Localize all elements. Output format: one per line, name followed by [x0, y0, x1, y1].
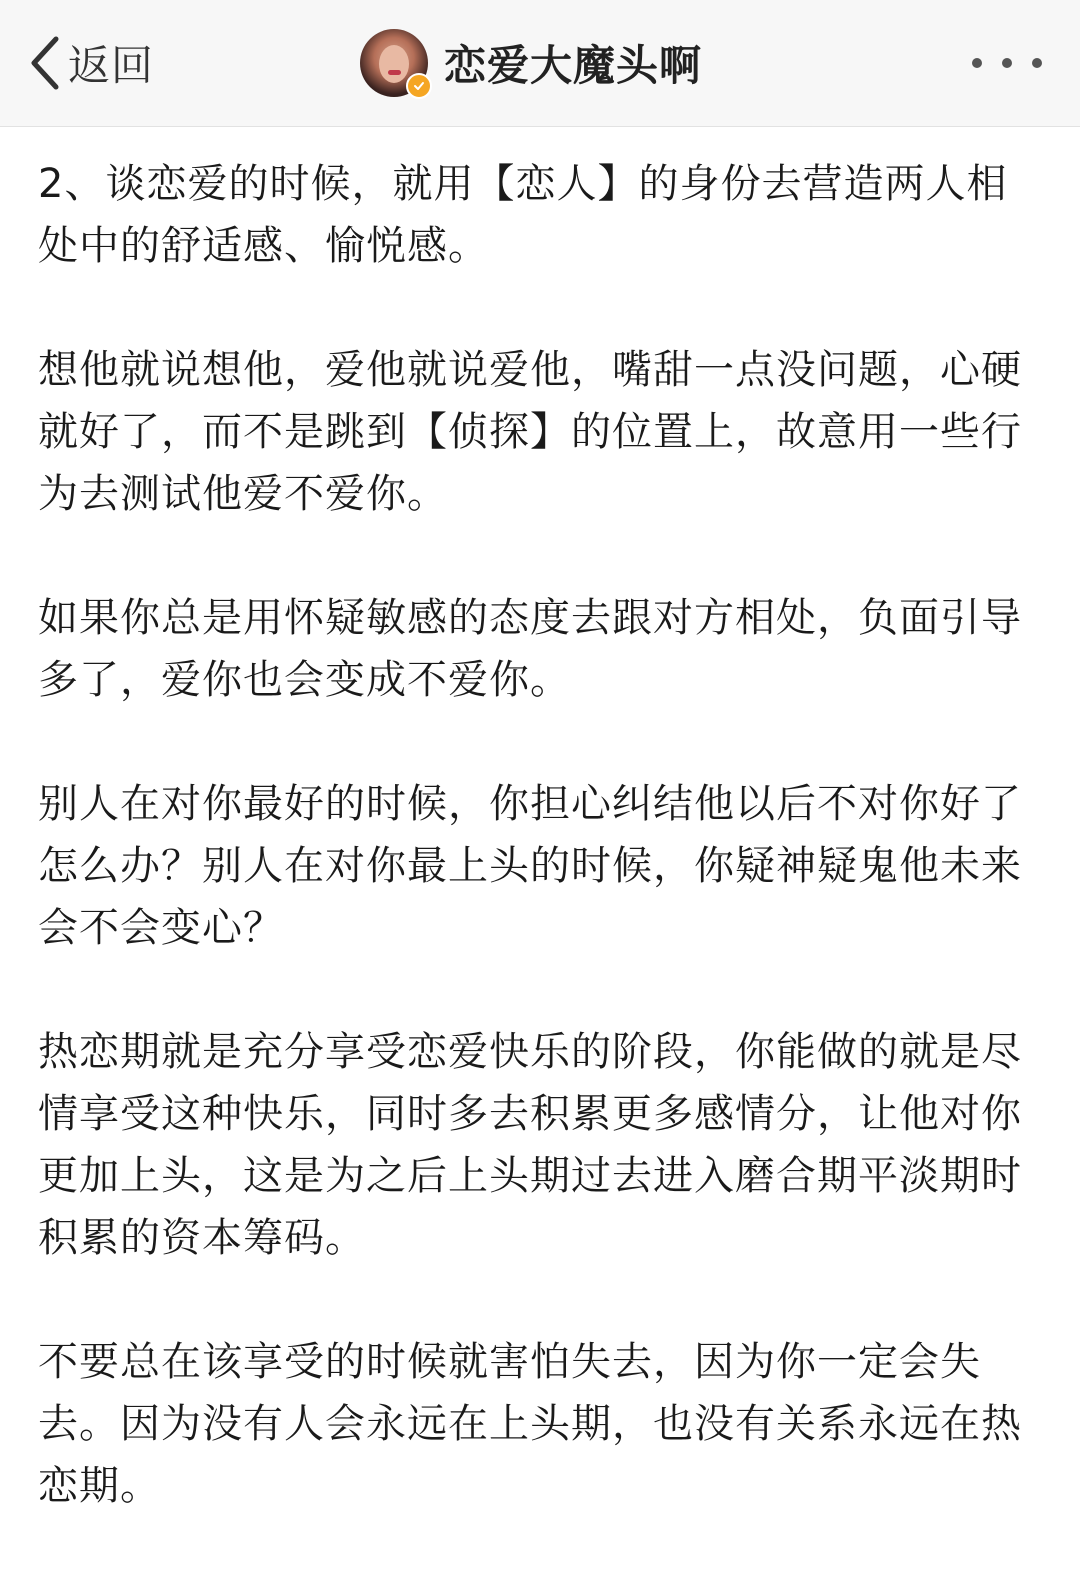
post-paragraph: 热恋期就是充分享受恋爱快乐的阶段，你能做的就是尽情享受这种快乐，同时多去积累更多感情分，让他对你更加上头，这是为之后上头期过去进入磨合期平淡期时积累的资本筹码。 — [38, 1029, 1022, 1261]
more-options-button[interactable] — [972, 48, 1042, 78]
post-paragraph: 如果你总是用怀疑敏感的态度去跟对方相处，负面引导多了，爱你也会变成不爱你。 — [38, 595, 1022, 703]
more-dots-icon — [972, 58, 982, 68]
avatar[interactable] — [360, 29, 428, 97]
author-username[interactable]: 恋爱大魔头啊 — [444, 41, 703, 90]
post-content — [0, 127, 1080, 1517]
chevron-left-icon — [30, 35, 60, 91]
post-paragraph: 不要总在该享受的时候就害怕失去，因为你一定会失去。因为没有人会永远在上头期，也没有关系永远在热恋期。 — [38, 1339, 1022, 1509]
back-label: 返回 — [68, 41, 155, 90]
top-nav-bar — [0, 0, 1080, 127]
post-paragraph: 想他就说想他，爱他就说爱他，嘴甜一点没问题，心硬就好了，而不是跳到【侦探】的位置上，故意用一些行为去测试他爱不爱你。 — [38, 347, 1022, 517]
post-paragraph: 别人在对你最好的时候，你担心纠结他以后不对你好了怎么办？别人在对你最上头的时候，你疑神疑鬼他未来会不会变心？ — [38, 781, 1022, 951]
verified-badge-icon — [406, 73, 432, 99]
post-paragraph: 2、谈恋爱的时候，就用【恋人】的身份去营造两人相处中的舒适感、愉悦感。 — [38, 161, 1008, 269]
back-button[interactable] — [30, 30, 154, 96]
author-profile[interactable] — [360, 28, 702, 98]
